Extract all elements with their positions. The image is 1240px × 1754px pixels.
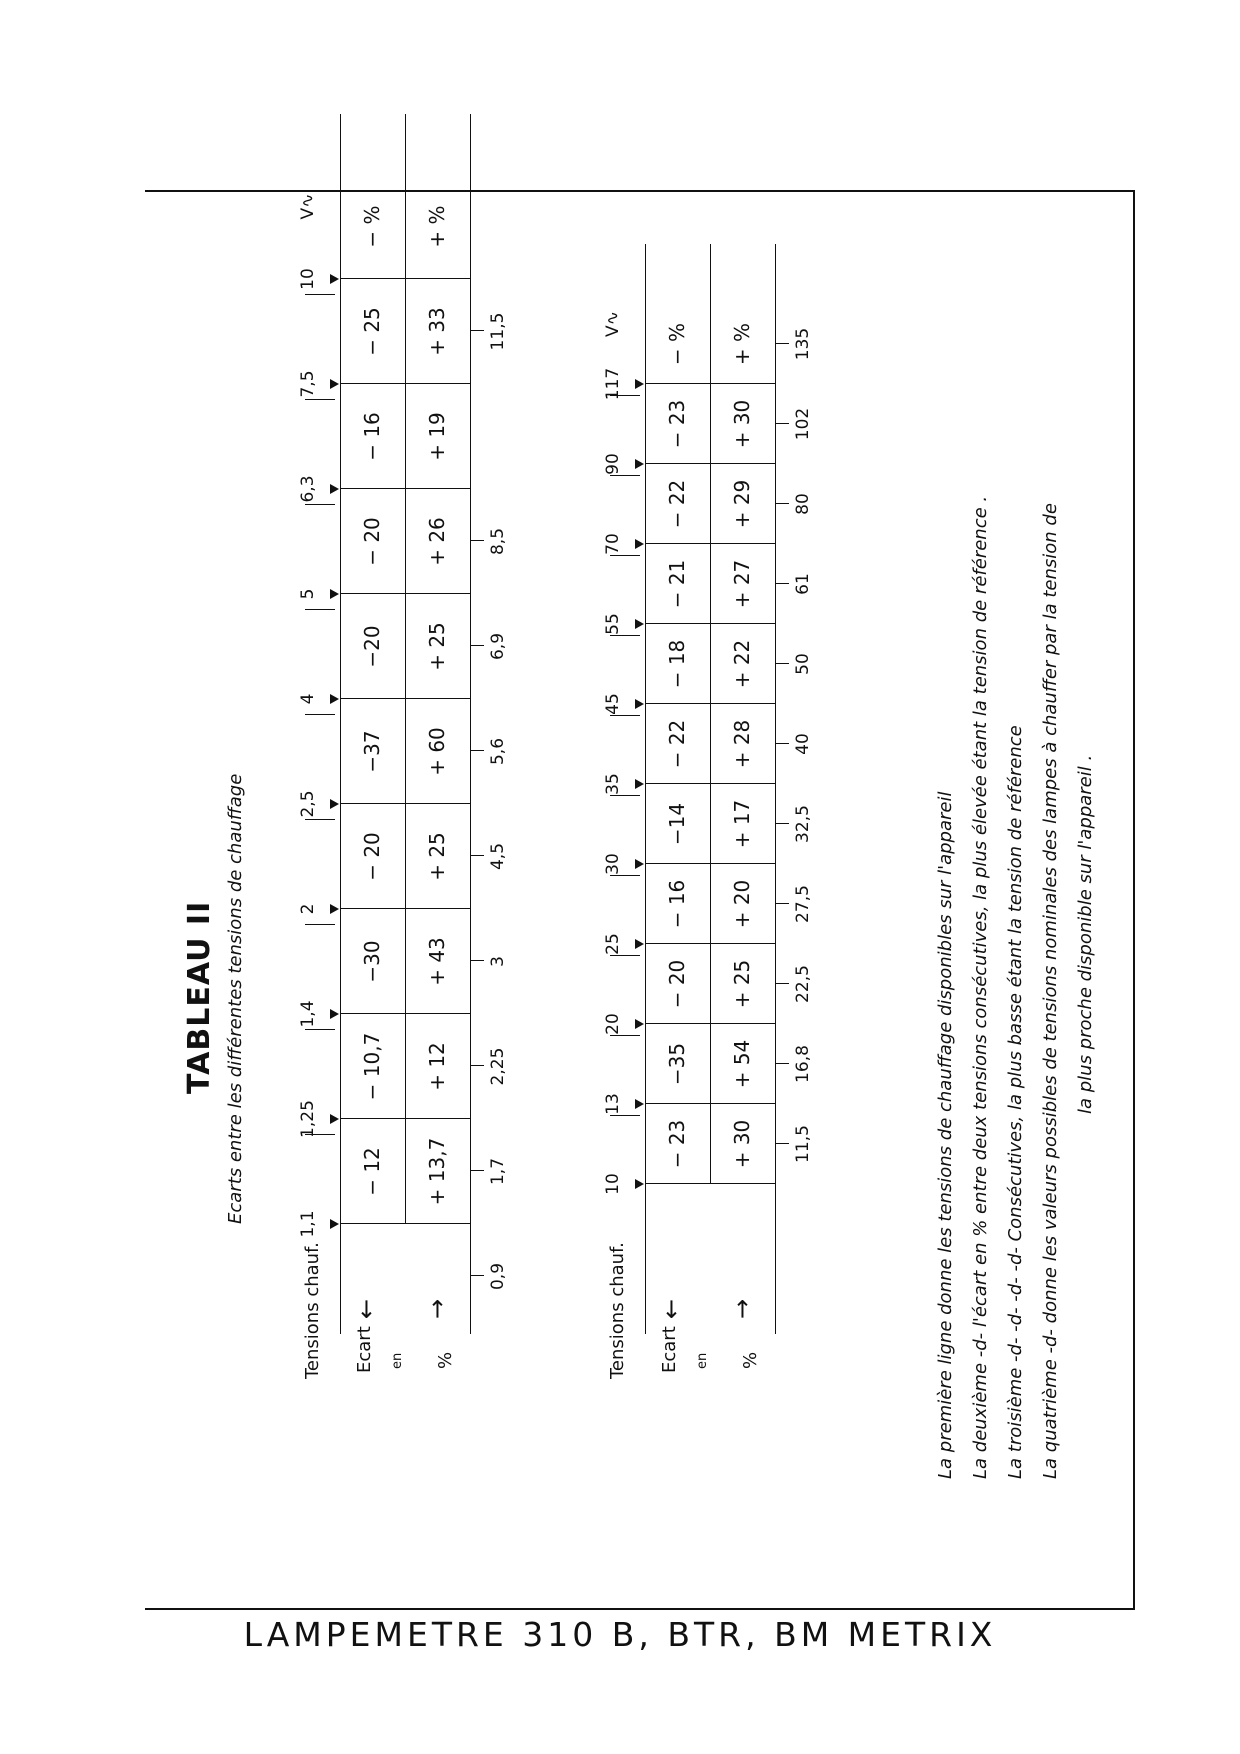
table-rule-top xyxy=(340,114,341,1334)
tension-tick xyxy=(305,504,335,505)
tension-value: 7,5 xyxy=(298,370,318,398)
ecart-plus-cell: + 30 xyxy=(730,399,754,449)
bound-tick xyxy=(470,1066,484,1067)
note-line-3: La troisième -d- -d- -d- -d- Consécutives, la plus basse étant la tension de référence xyxy=(1005,725,1026,1479)
tension-marker-icon xyxy=(635,779,644,789)
tension-value: 117 xyxy=(603,367,623,401)
tension-marker-icon xyxy=(330,799,339,809)
bound-tick xyxy=(775,583,789,584)
tension-value: 13 xyxy=(603,1093,623,1115)
note-line-4: La quatrième -d- donne les valeurs possibles de tensions nominales des lampes à chauffer par la tension de xyxy=(1040,503,1061,1479)
bound-value: 11,5 xyxy=(793,1125,813,1163)
note-line-1: La première ligne donne les tensions de chauffage disponibles sur l'appareil xyxy=(935,791,956,1479)
bound-value: 40 xyxy=(793,733,813,755)
tension-tick xyxy=(305,819,335,820)
table-rule-mid xyxy=(710,244,711,1184)
arrow-left-icon: ← xyxy=(657,1298,685,1319)
tension-tick xyxy=(610,1115,640,1116)
ecart-minus-cell: − 20 xyxy=(665,959,689,1009)
bound-value: 102 xyxy=(793,407,813,441)
ecart-minus-cell: −35 xyxy=(665,1042,689,1086)
bound-tick xyxy=(470,1276,484,1277)
ecart-minus-cell: −30 xyxy=(360,940,384,983)
pct-plus-label: + % xyxy=(425,205,449,248)
tension-marker-icon xyxy=(635,699,644,709)
row-label-ecart: Ecart xyxy=(354,1326,375,1373)
arrow-right-icon: → xyxy=(423,1298,451,1319)
ecart-plus-cell: + 60 xyxy=(425,727,449,776)
table-divider xyxy=(340,1118,470,1119)
tension-tick xyxy=(610,875,640,876)
tension-tick xyxy=(610,475,640,476)
note-line-5: la plus proche disponible sur l'appareil . xyxy=(1075,754,1096,1114)
tension-marker-icon xyxy=(330,589,339,599)
tension-tick xyxy=(610,955,640,956)
tension-marker-icon xyxy=(635,539,644,549)
tension-tick xyxy=(305,1029,335,1030)
row-label-en: en xyxy=(695,1352,710,1369)
tension-marker-icon xyxy=(635,1099,644,1109)
tension-value: 30 xyxy=(603,853,623,875)
bound-tick xyxy=(775,743,789,744)
tension-value: 4 xyxy=(298,693,318,705)
bound-value: 6,9 xyxy=(488,632,508,661)
tension-marker-icon xyxy=(635,619,644,629)
tension-value: 45 xyxy=(603,693,623,715)
bound-tick xyxy=(470,856,484,857)
tension-marker-icon xyxy=(330,694,339,704)
tension-marker-icon xyxy=(635,939,644,949)
bound-value: 5,6 xyxy=(488,737,508,766)
bound-value: 1,7 xyxy=(488,1157,508,1186)
bound-tick xyxy=(775,1143,789,1144)
ecart-minus-cell: − 22 xyxy=(665,719,689,769)
tension-value: 5 xyxy=(298,588,318,600)
table-divider xyxy=(340,383,470,384)
tension-marker-icon xyxy=(635,379,644,389)
ecart-plus-cell: + 25 xyxy=(425,832,449,881)
ecart-plus-cell: + 20 xyxy=(730,879,754,929)
ecart-minus-cell: − 23 xyxy=(665,399,689,449)
tension-marker-icon xyxy=(330,484,339,494)
table-divider xyxy=(340,488,470,489)
tension-tick xyxy=(610,555,640,556)
tension-tick xyxy=(305,609,335,610)
arrow-left-icon: ← xyxy=(352,1298,380,1319)
ecart-plus-cell: + 25 xyxy=(730,959,754,1009)
bound-value: 50 xyxy=(793,653,813,675)
ecart-minus-cell: − 16 xyxy=(665,879,689,929)
ecart-plus-cell: + 12 xyxy=(425,1042,449,1091)
tension-marker-icon xyxy=(330,274,339,284)
row-label-ecart: Ecart xyxy=(659,1326,680,1373)
ecart-minus-cell: − 18 xyxy=(665,639,689,689)
tension-value: 1,1 xyxy=(298,1210,318,1238)
tension-tick xyxy=(305,399,335,400)
bound-tick xyxy=(470,1171,484,1172)
row-label-pct: % xyxy=(740,1351,761,1369)
ecart-minus-cell: − 20 xyxy=(360,517,384,566)
ecart-plus-cell: + 17 xyxy=(730,799,754,849)
ecart-minus-cell: −14 xyxy=(665,802,689,846)
table-divider xyxy=(340,1013,470,1014)
bound-value: 16,8 xyxy=(793,1045,813,1083)
unit-label: V∿ xyxy=(298,193,318,220)
tension-value: 25 xyxy=(603,933,623,955)
tension-value: 6,3 xyxy=(298,475,318,503)
bound-tick xyxy=(775,983,789,984)
tension-value: 1,25 xyxy=(298,1100,318,1138)
footer-model-name: LAMPEMETRE 310 B, BTR, BM METRIX xyxy=(243,1615,997,1654)
bound-value: 27,5 xyxy=(793,885,813,923)
tension-value: 2,5 xyxy=(298,790,318,818)
tension-tick xyxy=(305,1134,335,1135)
table-rule-top xyxy=(645,244,646,1334)
table-divider xyxy=(340,803,470,804)
tension-value: 70 xyxy=(603,533,623,555)
ecart-plus-cell: + 30 xyxy=(730,1119,754,1169)
pct-plus-label: + % xyxy=(730,322,754,366)
bound-value: 135 xyxy=(793,327,813,361)
row-label-tensions: Tensions chauf. xyxy=(302,1242,323,1379)
bound-tick xyxy=(470,331,484,332)
row-label-pct: % xyxy=(435,1351,456,1369)
bound-tick xyxy=(775,1063,789,1064)
ecart-minus-cell: −37 xyxy=(360,730,384,773)
tension-marker-icon xyxy=(330,379,339,389)
ecart-plus-cell: + 26 xyxy=(425,517,449,566)
ecart-plus-cell: + 27 xyxy=(730,559,754,609)
tension-marker-icon xyxy=(635,1019,644,1029)
tension-marker-icon xyxy=(330,904,339,914)
bound-value: 11,5 xyxy=(488,312,508,351)
ecart-plus-cell: + 19 xyxy=(425,412,449,461)
table-rule-bottom xyxy=(775,244,776,1334)
ecart-minus-cell: − 21 xyxy=(665,559,689,609)
page-title: TABLEAU II xyxy=(182,900,217,1094)
arrow-right-icon: → xyxy=(728,1298,756,1319)
bound-tick xyxy=(775,903,789,904)
row-label-tensions: Tensions chauf. xyxy=(607,1242,628,1379)
bound-value: 8,5 xyxy=(488,527,508,556)
bound-tick xyxy=(775,823,789,824)
ecart-plus-cell: + 22 xyxy=(730,639,754,689)
ecart-plus-cell: + 13,7 xyxy=(425,1137,449,1206)
ecart-minus-cell: −20 xyxy=(360,625,384,668)
ecart-minus-cell: − 12 xyxy=(360,1147,384,1196)
ecart-minus-cell: − 10,7 xyxy=(360,1032,384,1101)
tension-value: 2 xyxy=(298,903,318,915)
page-subtitle: Ecarts entre les différentes tensions de chauffage xyxy=(225,773,246,1224)
table-rule-mid xyxy=(405,114,406,1224)
bound-tick xyxy=(775,663,789,664)
tension-tick xyxy=(305,714,335,715)
bound-tick xyxy=(775,343,789,344)
tension-value: 90 xyxy=(603,453,623,475)
ecart-plus-cell: + 43 xyxy=(425,937,449,986)
bound-value: 32,5 xyxy=(793,805,813,843)
ecart-plus-cell: + 28 xyxy=(730,719,754,769)
ecart-minus-cell: − 16 xyxy=(360,412,384,461)
tension-value: 1,4 xyxy=(298,1000,318,1028)
bound-value: 2,25 xyxy=(488,1047,508,1086)
tension-tick xyxy=(610,795,640,796)
bound-value: 80 xyxy=(793,493,813,515)
bound-value: 4,5 xyxy=(488,842,508,871)
tension-marker-icon xyxy=(635,459,644,469)
bound-value: 61 xyxy=(793,573,813,595)
tension-tick xyxy=(610,715,640,716)
tension-marker-icon xyxy=(330,1219,339,1229)
tension-value: 10 xyxy=(603,1173,623,1195)
tension-marker-icon xyxy=(330,1009,339,1019)
tension-tick xyxy=(305,924,335,925)
bound-tick xyxy=(470,961,484,962)
unit-label: V∿ xyxy=(603,311,623,337)
ecart-minus-cell: − 23 xyxy=(665,1119,689,1169)
bound-value: 3 xyxy=(488,956,508,967)
tension-value: 55 xyxy=(603,613,623,635)
tension-value: 35 xyxy=(603,773,623,795)
table-divider xyxy=(340,1223,470,1224)
tension-marker-icon xyxy=(635,859,644,869)
row-label-en: en xyxy=(390,1352,405,1369)
table-divider xyxy=(340,698,470,699)
bound-tick xyxy=(470,541,484,542)
ecart-plus-cell: + 33 xyxy=(425,307,449,356)
table-divider xyxy=(340,593,470,594)
ecart-plus-cell: + 29 xyxy=(730,479,754,529)
bound-value: 0,9 xyxy=(488,1262,508,1291)
tension-tick xyxy=(610,1035,640,1036)
tension-value: 10 xyxy=(298,268,318,290)
bound-tick xyxy=(775,423,789,424)
bound-tick xyxy=(470,751,484,752)
ecart-minus-cell: − 22 xyxy=(665,479,689,529)
tension-value: 20 xyxy=(603,1013,623,1035)
tension-marker-icon xyxy=(635,1179,644,1189)
note-line-2: La deuxième -d- l'écart en % entre deux tensions consécutives, la plus élevée étant la tension de référence . xyxy=(970,495,991,1479)
ecart-minus-cell: − 25 xyxy=(360,307,384,356)
ecart-minus-cell: − 20 xyxy=(360,832,384,881)
pct-minus-label: − % xyxy=(360,205,384,248)
pct-minus-label: − % xyxy=(665,322,689,366)
table-rule-bottom xyxy=(470,114,471,1334)
bound-value: 22,5 xyxy=(793,965,813,1003)
tension-tick xyxy=(305,294,335,295)
bound-tick xyxy=(775,503,789,504)
tension-tick xyxy=(610,395,640,396)
table-divider xyxy=(340,908,470,909)
ecart-plus-cell: + 54 xyxy=(730,1039,754,1089)
tension-marker-icon xyxy=(330,1114,339,1124)
bound-tick xyxy=(470,646,484,647)
ecart-plus-cell: + 25 xyxy=(425,622,449,671)
tension-tick xyxy=(610,635,640,636)
table-divider xyxy=(340,278,470,279)
